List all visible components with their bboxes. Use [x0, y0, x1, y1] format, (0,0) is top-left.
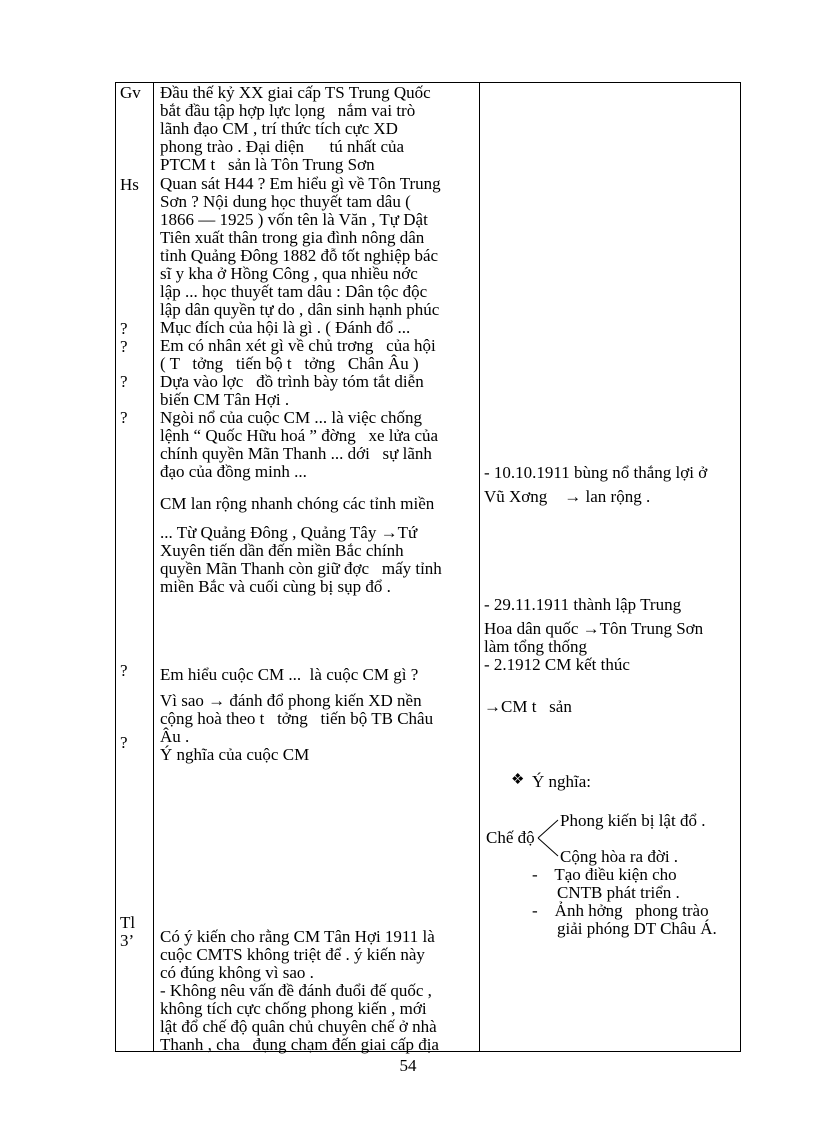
diamond-bullet-icon: ❖ [511, 772, 525, 788]
content-line: quyền Mãn Thanh còn giữ đợc mấy tỉnh [160, 559, 442, 578]
content-line: Thanh , cha đụng chạm đến giai cấp địa [160, 1035, 439, 1054]
question-mark: ? [120, 661, 128, 680]
content-line: Sơn ? Nội dung học thuyết tam dâu ( [160, 192, 411, 211]
role-teacher: Gv [120, 83, 141, 102]
content-line: Em có nhân xét gì về chủ trơng của hội [160, 336, 436, 355]
content-line: phong trào . Đại diện tú nhất của [160, 137, 405, 156]
summary-line: làm tổng thống [484, 637, 587, 656]
content-line: lật đổ chế độ quân chủ chuyên chế ở nhà [160, 1017, 437, 1036]
summary-line: Chế độ [486, 828, 535, 847]
section-heading: Ý nghĩa: [532, 772, 592, 791]
content-line: lãnh đạo CM , trí thức tích cực XD [160, 119, 398, 138]
content-line: bắt đầu tập hợp lực lọng nắm vai trò [160, 101, 416, 120]
content-line: biến CM Tân Hợi . [160, 390, 290, 409]
summary-line: Hoa dân quốc →Tôn Trung Sơn [484, 619, 704, 638]
content-line: 1866 — 1925 ) vốn tên là Văn , Tự Dật [160, 210, 428, 229]
content-line: miền Bắc và cuối cùng bị sụp đổ . [160, 577, 391, 596]
question-mark: ? [120, 319, 128, 338]
content-line: Ý nghĩa của cuộc CM [160, 745, 310, 764]
summary-line: →CM t sản [484, 697, 572, 716]
question-mark: ? [120, 337, 128, 356]
content-line: Em hiểu cuộc CM ... là cuộc CM gì ? [160, 665, 419, 684]
content-line: - Không nêu vấn đề đánh đuổi đế quốc , [160, 981, 432, 1000]
content-line: Âu . [160, 727, 190, 746]
content-line: không tích cực chống phong kiến , mới [160, 999, 427, 1018]
content-line: đạo của đồng minh ... [160, 462, 307, 481]
content-line: chính quyền Mãn Thanh ... dới sự lãnh [160, 444, 432, 463]
content-line: Dựa vào lợc đồ trình bày tóm tắt diễn [160, 372, 424, 391]
content-line: lệnh “ Quốc Hữu hoá ” đờng xe lửa của [160, 426, 439, 445]
content-line: có đúng không vì sao . [160, 963, 314, 982]
role-tl: Tl [120, 913, 136, 932]
content-line: Tiên xuất thân trong gia đình nông dân [160, 228, 425, 247]
time-note: 3’ [120, 931, 135, 950]
content-line: ( T tởng tiến bộ t tởng Chân Âu ) [160, 354, 419, 373]
content-line: tỉnh Quảng Đông 1882 đỗ tốt nghiệp bác [160, 246, 439, 265]
summary-line: - Tạo điều kiện cho [532, 865, 677, 884]
content-line: sĩ y kha ở Hồng Công , qua nhiều nớc [160, 264, 418, 283]
branch-lines-icon [536, 818, 560, 858]
content-line: Xuyên tiến dần đến miền Bắc chính [160, 541, 404, 560]
role-student: Hs [120, 175, 139, 194]
content-line: Vì sao → đánh đổ phong kiến XD nền [160, 691, 422, 710]
summary-line: Cộng hòa ra đời . [560, 847, 679, 866]
content-line: lập dân quyền tự do , dân sinh hạnh phúc [160, 300, 440, 319]
summary-line: Vũ Xơng → lan rộng . [484, 487, 651, 506]
summary-line: - Ảnh hởng phong trào [532, 901, 709, 920]
content-line: cộng hoà theo t tởng tiến bộ TB Châu [160, 709, 434, 728]
summary-line: Phong kiến bị lật đổ . [560, 811, 706, 830]
content-line: Ngòi nổ của cuộc CM ... là việc chống [160, 408, 423, 427]
column-divider-2 [479, 82, 480, 1052]
content-line: Có ý kiến cho rằng CM Tân Hợi 1911 là [160, 927, 435, 946]
content-line: Mục đích của hội là gì . ( Đánh đổ ... [160, 318, 411, 337]
content-line: cuộc CMTS không triệt để . ý kiến này [160, 945, 425, 964]
question-mark: ? [120, 408, 128, 427]
content-line: lập ... học thuyết tam dâu : Dân tộc độc [160, 282, 428, 301]
content-line: Quan sát H44 ? Em hiểu gì về Tôn Trung [160, 174, 441, 193]
summary-line: CNTB phát triển . [557, 883, 680, 902]
content-line: Đầu thế kỷ XX giai cấp TS Trung Quốc [160, 83, 431, 102]
content-line: PTCM t sản là Tôn Trung Sơn [160, 155, 375, 174]
content-line: ... Từ Quảng Đông , Quảng Tây →Tứ [160, 523, 418, 542]
column-divider-1 [153, 82, 154, 1052]
summary-line: - 2.1912 CM kết thúc [484, 655, 630, 674]
summary-line: giải phóng DT Châu Á. [557, 919, 717, 938]
content-line: CM lan rộng nhanh chóng các tỉnh miền [160, 494, 435, 513]
question-mark: ? [120, 372, 128, 391]
page-number: 54 [399, 1056, 417, 1075]
question-mark: ? [120, 733, 128, 752]
summary-line: - 10.10.1911 bùng nổ thắng lợi ở [484, 463, 708, 482]
summary-line: - 29.11.1911 thành lập Trung [484, 595, 682, 614]
